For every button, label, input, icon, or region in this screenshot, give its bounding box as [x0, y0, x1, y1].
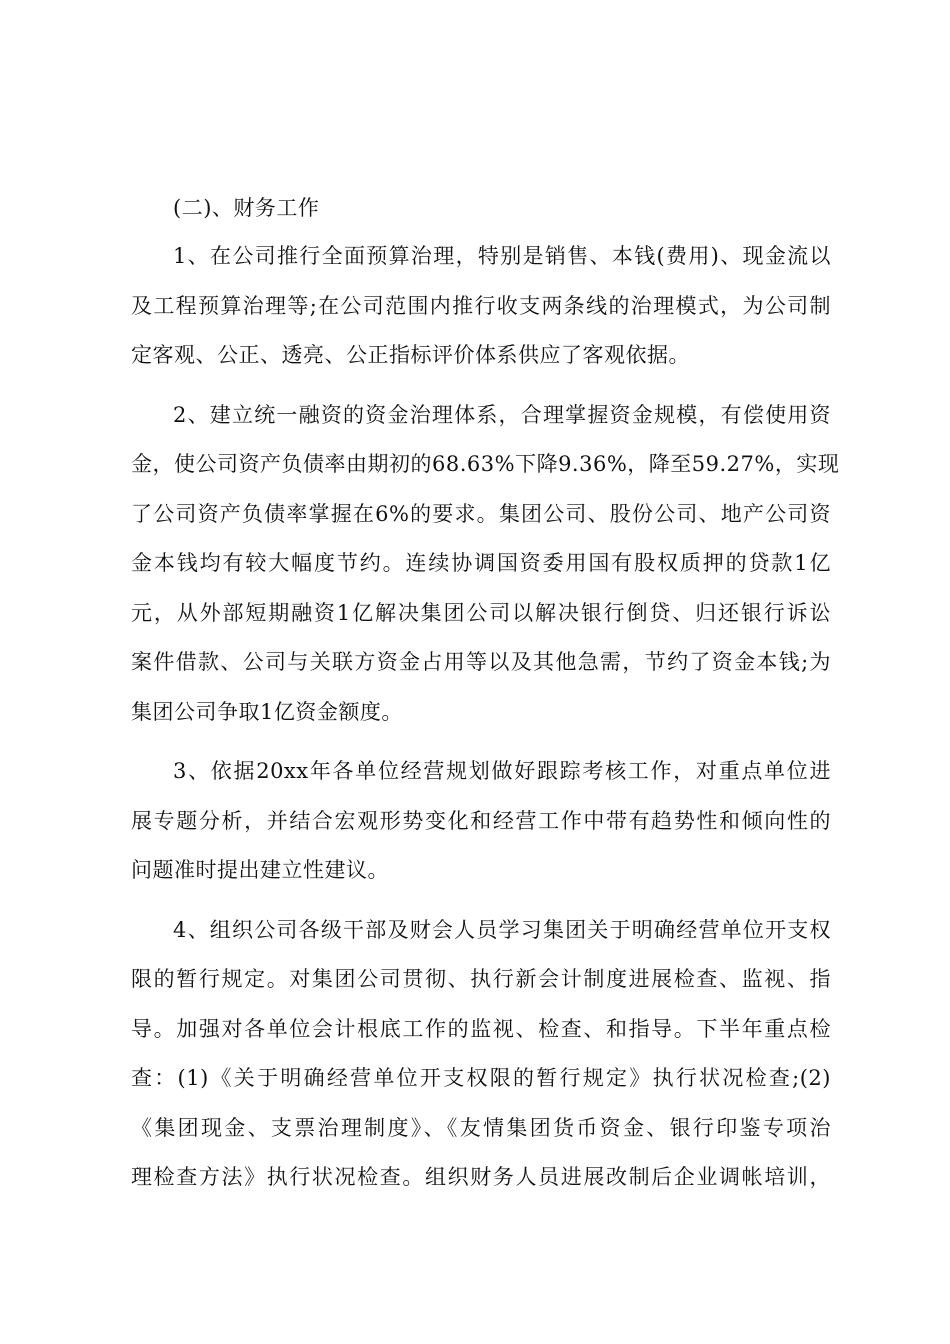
paragraph-1	[131, 232, 831, 381]
paragraph-line: 导。加强对各单位会计根底工作的监视、检查、和指导。下半年重点检	[131, 1016, 831, 1041]
paragraph-4	[131, 906, 831, 1203]
paragraph-line: 金本钱均有较大幅度节约。连续协调国资委用国有股权质押的贷款1亿	[131, 551, 831, 575]
paragraph-line: 定客观、公正、透亮、公正指标评价体系供应了客观依据。	[131, 343, 690, 367]
paragraph-line: 1、在公司推行全面预算治理，特别是销售、本钱(费用)、现金流以	[173, 244, 831, 268]
paragraph-line: 及工程预算治理等;在公司范围内推行收支两条线的治理模式，为公司制	[131, 293, 831, 318]
paragraph-line: 展专题分析，并结合宏观形势变化和经营工作中带有趋势性和倾向性的	[131, 808, 831, 833]
document-body	[131, 186, 840, 1213]
paragraph-line: 理检查方法》执行状况检查。组织财务人员进展改制后企业调帐培训，	[131, 1165, 831, 1189]
paragraph-3	[131, 747, 831, 896]
paragraph-2	[131, 391, 840, 738]
paragraph-line: 4、组织公司各级干部及财会人员学习集团关于明确经营单位开支权	[173, 917, 831, 942]
paragraph-line: 3、依据20xx年各单位经营规划做好跟踪考核工作，对重点单位进	[173, 759, 831, 783]
paragraph-line: 限的暂行规定。对集团公司贯彻、执行新会计制度进展检查、监视、指	[131, 967, 831, 991]
paragraph-line: 金，使公司资产负债率由期初的68.63%下降9.36%，降至59.27%，实现	[131, 452, 840, 476]
paragraph-line: 元，从外部短期融资1亿解决集团公司以解决银行倒贷、归还银行诉讼	[131, 600, 831, 625]
paragraph-line: 案件借款、公司与关联方资金占用等以及其他急需，节约了资金本钱;为	[131, 650, 831, 674]
paragraph-line: 查：(1)《关于明确经营单位开支权限的暂行规定》执行状况检查;(2)	[131, 1066, 831, 1090]
paragraph-line: 了公司资产负债率掌握在6%的要求。集团公司、股份公司、地产公司资	[131, 501, 831, 526]
paragraph-line: 问题准时提出建立性建议。	[131, 858, 389, 882]
section-heading: (二)、财务工作	[173, 196, 320, 220]
paragraph-line: 《集团现金、支票治理制度》、《友情集团货币资金、银行印鉴专项治	[131, 1115, 831, 1140]
paragraph-line: 集团公司争取1亿资金额度。	[131, 699, 403, 724]
paragraph-line: 2、建立统一融资的资金治理体系，合理掌握资金规模，有偿使用资	[173, 402, 831, 427]
